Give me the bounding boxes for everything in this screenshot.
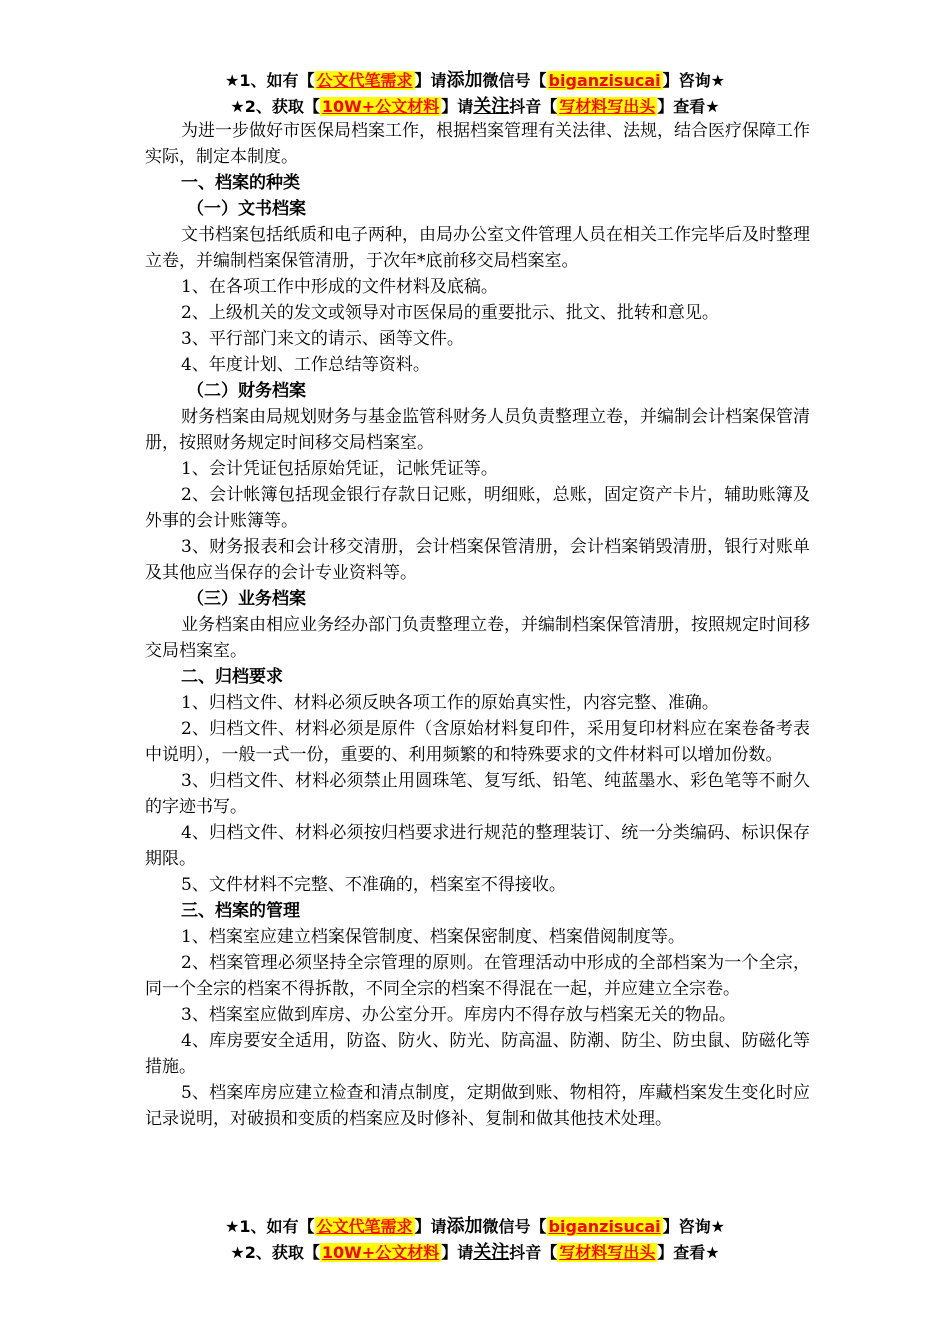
- promo-emphasis: 添加: [446, 70, 483, 91]
- promo-text: ★1、如有【: [225, 1217, 315, 1236]
- paragraph: 4、库房要安全适用，防盗、防火、防光、防高温、防潮、防尘、防虫鼠、防磁化等措施。: [145, 1031, 810, 1077]
- paragraph: 1、会计凭证包括原始凭证，记帐凭证等。: [181, 459, 498, 479]
- section-heading: 三、档案的管理: [181, 901, 300, 921]
- paragraph: 3、财务报表和会计移交清册，会计档案保管清册，会计档案销毁清册，银行对账单及其他应当保存的会计专业资料等。: [145, 537, 810, 583]
- subsection-heading: （二）财务档案: [187, 381, 306, 401]
- paragraph: 业务档案由相应业务经办部门负责整理立卷，并编制档案保管清册，按照规定时间移交局档案室。: [145, 615, 810, 661]
- paragraph: 2、归档文件、材料必须是原件（含原始材料复印件，采用复印材料应在案卷备考表中说明），一般一式一份，重要的、利用频繁的和特殊要求的文件材料可以增加份数。: [145, 719, 810, 765]
- promo-highlight: 10W+公文材料: [321, 1243, 440, 1262]
- promo-highlight: 10W+公文材料: [321, 97, 440, 116]
- promo-text: 抖音【: [509, 97, 558, 116]
- promo-banner-top: [0, 68, 950, 120]
- paragraph: 2、会计帐簿包括现金银行存款日记账，明细账，总账，固定资产卡片，辅助账簿及外事的会计账簿等。: [145, 485, 810, 531]
- promo-text: 】咨询★: [662, 1217, 725, 1236]
- promo-wechat-id: biganzisucai: [548, 1217, 661, 1236]
- paragraph: 文书档案包括纸质和电子两种，由局办公室文件管理人员在相关工作完毕后及时整理立卷，并编制档案保管清册，于次年*底前移交局档案室。: [145, 225, 810, 271]
- paragraph: 2、上级机关的发文或领导对市医保局的重要批示、批文、批转和意见。: [181, 303, 719, 323]
- promo-line-1: [0, 68, 950, 94]
- paragraph: 3、归档文件、材料必须禁止用圆珠笔、复写纸、铅笔、纯蓝墨水、彩色笔等不耐久的字迹书写。: [145, 771, 810, 817]
- promo-text: 】查看★: [657, 1243, 720, 1262]
- promo-highlight: 公文代笔需求: [316, 1217, 413, 1236]
- promo-text: 】请: [441, 97, 474, 116]
- promo-text: ★1、如有【: [225, 71, 315, 90]
- promo-line-2: [0, 1240, 950, 1266]
- paragraph: 2、档案管理必须坚持全宗管理的原则。在管理活动中形成的全部档案为一个全宗，同一个全宗的档案不得拆散，不同全宗的档案不得混在一起，并应建立全宗卷。: [145, 953, 810, 999]
- subsection-heading: （三）业务档案: [187, 589, 306, 609]
- promo-text: 】咨询★: [662, 71, 725, 90]
- promo-douyin-id: 写材料写出头: [559, 97, 656, 116]
- promo-banner-bottom: [0, 1214, 950, 1266]
- promo-text: ★2、获取【: [230, 1243, 320, 1262]
- promo-text: 抖音【: [509, 1243, 558, 1262]
- promo-text: 微信号【: [482, 71, 547, 90]
- promo-text: 】请: [414, 71, 447, 90]
- section-heading: 一、档案的种类: [181, 173, 300, 193]
- promo-emphasis: 关注: [473, 96, 510, 117]
- paragraph: 4、年度计划、工作总结等资料。: [181, 355, 430, 375]
- promo-douyin-id: 写材料写出头: [559, 1243, 656, 1262]
- promo-highlight: 公文代笔需求: [316, 71, 413, 90]
- paragraph: 4、归档文件、材料必须按归档要求进行规范的整理装订、统一分类编码、标识保存期限。: [145, 823, 810, 869]
- document-body: [145, 118, 810, 1132]
- promo-text: 】请: [441, 1243, 474, 1262]
- paragraph: 3、档案室应做到库房、办公室分开。库房内不得存放与档案无关的物品。: [181, 1005, 736, 1025]
- paragraph: 1、在各项工作中形成的文件材料及底稿。: [181, 277, 498, 297]
- promo-text: 】请: [414, 1217, 447, 1236]
- promo-wechat-id: biganzisucai: [548, 71, 661, 90]
- promo-text: ★2、获取【: [230, 97, 320, 116]
- promo-line-2: [0, 94, 950, 120]
- promo-text: 】查看★: [657, 97, 720, 116]
- paragraph: 财务档案由局规划财务与基金监管科财务人员负责整理立卷，并编制会计档案保管清册，按照财务规定时间移交局档案室。: [145, 407, 810, 453]
- promo-emphasis: 关注: [473, 1242, 510, 1263]
- paragraph: 3、平行部门来文的请示、函等文件。: [181, 329, 464, 349]
- promo-text: 微信号【: [482, 1217, 547, 1236]
- subsection-heading: （一）文书档案: [187, 199, 306, 219]
- paragraph: 1、归档文件、材料必须反映各项工作的原始真实性，内容完整、准确。: [181, 693, 719, 713]
- paragraph: 1、档案室应建立档案保管制度、档案保密制度、档案借阅制度等。: [181, 927, 685, 947]
- promo-line-1: [0, 1214, 950, 1240]
- paragraph: 为进一步做好市医保局档案工作，根据档案管理有关法律、法规，结合医疗保障工作实际，制定本制度。: [145, 121, 810, 167]
- section-heading: 二、归档要求: [181, 667, 283, 687]
- paragraph: 5、文件材料不完整、不准确的，档案室不得接收。: [181, 875, 566, 895]
- paragraph: 5、档案库房应建立检查和清点制度，定期做到账、物相符，库藏档案发生变化时应记录说明，对破损和变质的档案应及时修补、复制和做其他技术处理。: [145, 1083, 810, 1129]
- promo-emphasis: 添加: [446, 1216, 483, 1237]
